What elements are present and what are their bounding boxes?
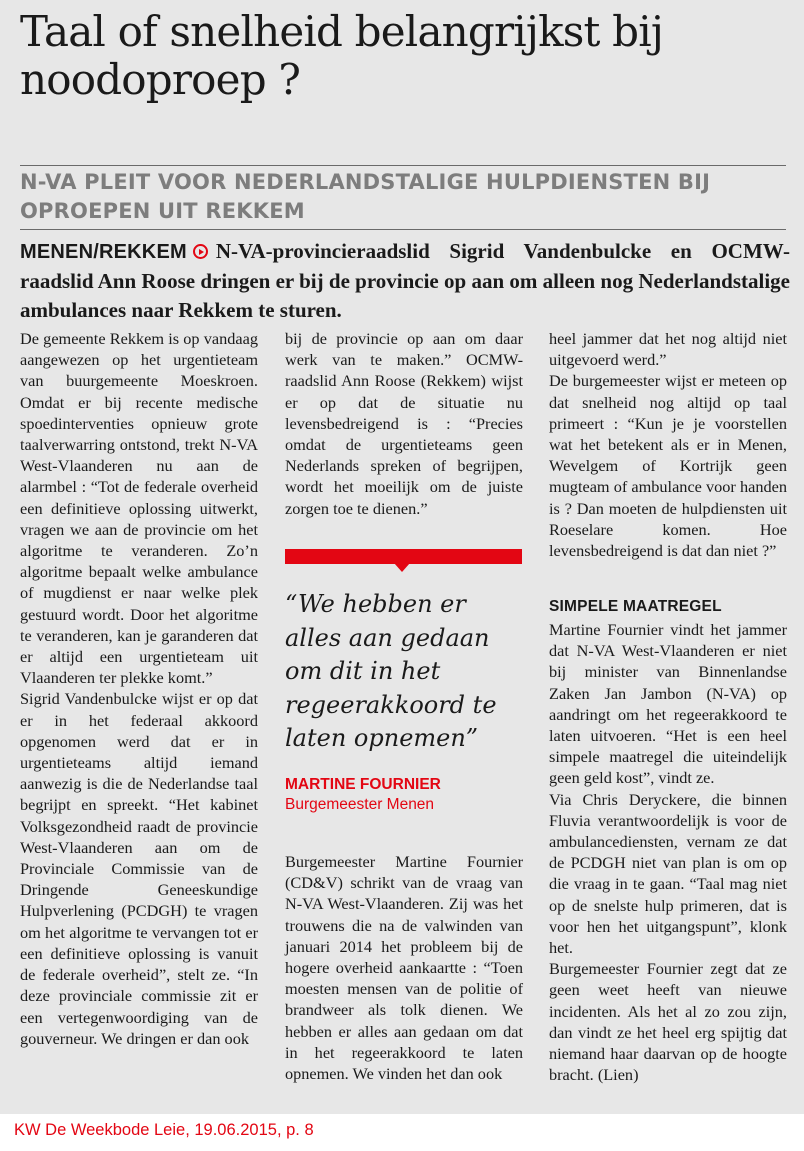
body-paragraph: Martine Fournier vindt het jammer dat N-VA West-Vlaanderen er niet bij minister van Binnenlandse Zaken Jan Jambon (N-VA) op aandringt om het regeerakkoord te laten uitvoeren. “Het is een heel simpele maatregel die uiteindelijk geen geld kost”, vindt ze. <box>549 620 787 788</box>
body-paragraph: Sigrid Vandenbulcke wijst er op dat er in het federaal akkoord opgenomen werd dat er in urgentieteams altijd iemand aanwezig is die de Nederlandse taal begrijpt en spreekt. “Het kabinet Volksgezondheid raadt de provincie West-Vlaanderen aan om de Provinciale Commissie van de Dringende Geneeskundige Hulpverlening (PCDGH) te vragen om het algoritme te vervangen tot er een definitieve oplossing is vanuit de federale overheid”, stelt ze. “In deze provinciale commissie zit er een vertegenwoordiging van de gouverneur. We dringen er dan ook <box>20 689 258 1048</box>
red-circle-arrow-icon <box>193 244 208 259</box>
body-column-2-bottom <box>285 851 523 1084</box>
dateline: MENEN/REKKEM <box>20 241 187 263</box>
pull-quote: “We hebben er alles aan gedaan om dit in het regeerakkoord te laten opnemen” <box>285 590 497 752</box>
top-rule <box>20 165 786 166</box>
body-paragraph: De gemeente Rekkem is op vandaag aangewezen op het urgentieteam van buurgemeente Moeskroen. Omdat er bij recente medische spoedinterventies opnieuw grote taalverwarring ontstond, trekt N-VA West-Vlaanderen nu aan de alarmbel : “Tot de federale overheid een definitieve oplossing uitwerkt, vragen we aan de provincie om het algoritme te veranderen. Zo’n algoritme bepaalt welke ambulance of mugdienst er naar welke plek gestuurd wordt. Door het algoritme te veranderen, kan je garanderen dat er altijd een urgentieteam uit Vlaanderen ter plekke komt.” <box>20 329 258 688</box>
body-column-3-top <box>549 328 787 561</box>
body-column-2-top <box>285 328 523 519</box>
lead-text: N-VA-provincieraadslid Sigrid Vandenbulcke en OCMW-raadslid Ann Roose dringen er bij de provincie op aan om alleen nog Nederlandstalige ambulances naar Rekkem te sturen. <box>20 239 790 322</box>
body-paragraph: Via Chris Deryckere, die binnen Fluvia verantwoordelijk is voor de ambulancediensten, vernam ze dat de PCDGH niet van plan is om op die vraag in te gaan. “Taal mag niet op de snelste hulp primeren, dat is voor hen het uitgangspunt”, klonk het. <box>549 789 787 958</box>
body-paragraph: Burgemeester Martine Fournier (CD&V) schrikt van de vraag van N-VA West-Vlaanderen. Zij was het trouwens die na de valwinden van januari 2014 het probleem bij de hogere overheid aankaartte : “Toen moesten mensen van de politie of brandweer als tolk dienen. We hebben er alles aan gedaan om dat in het regeerakkoord te laten opnemen. We vinden het dan ook <box>285 852 523 1084</box>
bottom-rule <box>20 229 786 230</box>
body-paragraph: Burgemeester Fournier zegt dat ze geen weet heeft van nieuwe incidenten. Als het al zo zou zijn, dan vindt ze het heel erg spijtig dat niemand haar daarvan op de hoogte bracht. (Lien) <box>549 959 787 1085</box>
subheadline: N-VA PLEIT VOOR NEDERLANDSTALIGE HULPDIENSTEN BIJ OPROEPEN UIT REKKEM <box>20 170 711 223</box>
body-column-3-bottom <box>549 619 787 1085</box>
headline: Taal of snelheid belangrijkst bij noodoproep ? <box>20 7 664 104</box>
quote-bar <box>285 549 522 564</box>
body-column-1 <box>20 328 258 1049</box>
quote-notch-icon <box>394 563 410 572</box>
source-caption: KW De Weekbode Leie, 19.06.2015, p. 8 <box>14 1121 314 1139</box>
pull-quote-role: Burgemeester Menen <box>285 796 435 813</box>
body-paragraph: heel jammer dat het nog altijd niet uitgevoerd werd.” <box>549 329 787 370</box>
body-paragraph: bij de provincie op aan om daar werk van te maken.” OCMW-raadslid Ann Roose (Rekkem) wijst er op dat de situatie nu levensbedreigend is : “Precies omdat de urgentieteams geen Nederlands spreken of begrijpen, wordt het moeilijk om de juiste zorgen toe te dienen.” <box>285 329 523 518</box>
lead-paragraph <box>20 237 790 325</box>
pull-quote-name: MARTINE FOURNIER <box>285 776 441 793</box>
body-paragraph: De burgemeester wijst er meteen op dat snelheid nog altijd op taal primeert : “Kun je je voorstellen wat het betekent als er in Menen, Wevelgem of Kortrijk geen mugteam of ambulance voor handen is ? Dan moeten de hulpdiensten uit Roeselare komen. Hoe levensbedreigend is dat dan niet ?” <box>549 371 787 561</box>
intertitle: SIMPELE MAATREGEL <box>549 598 722 615</box>
